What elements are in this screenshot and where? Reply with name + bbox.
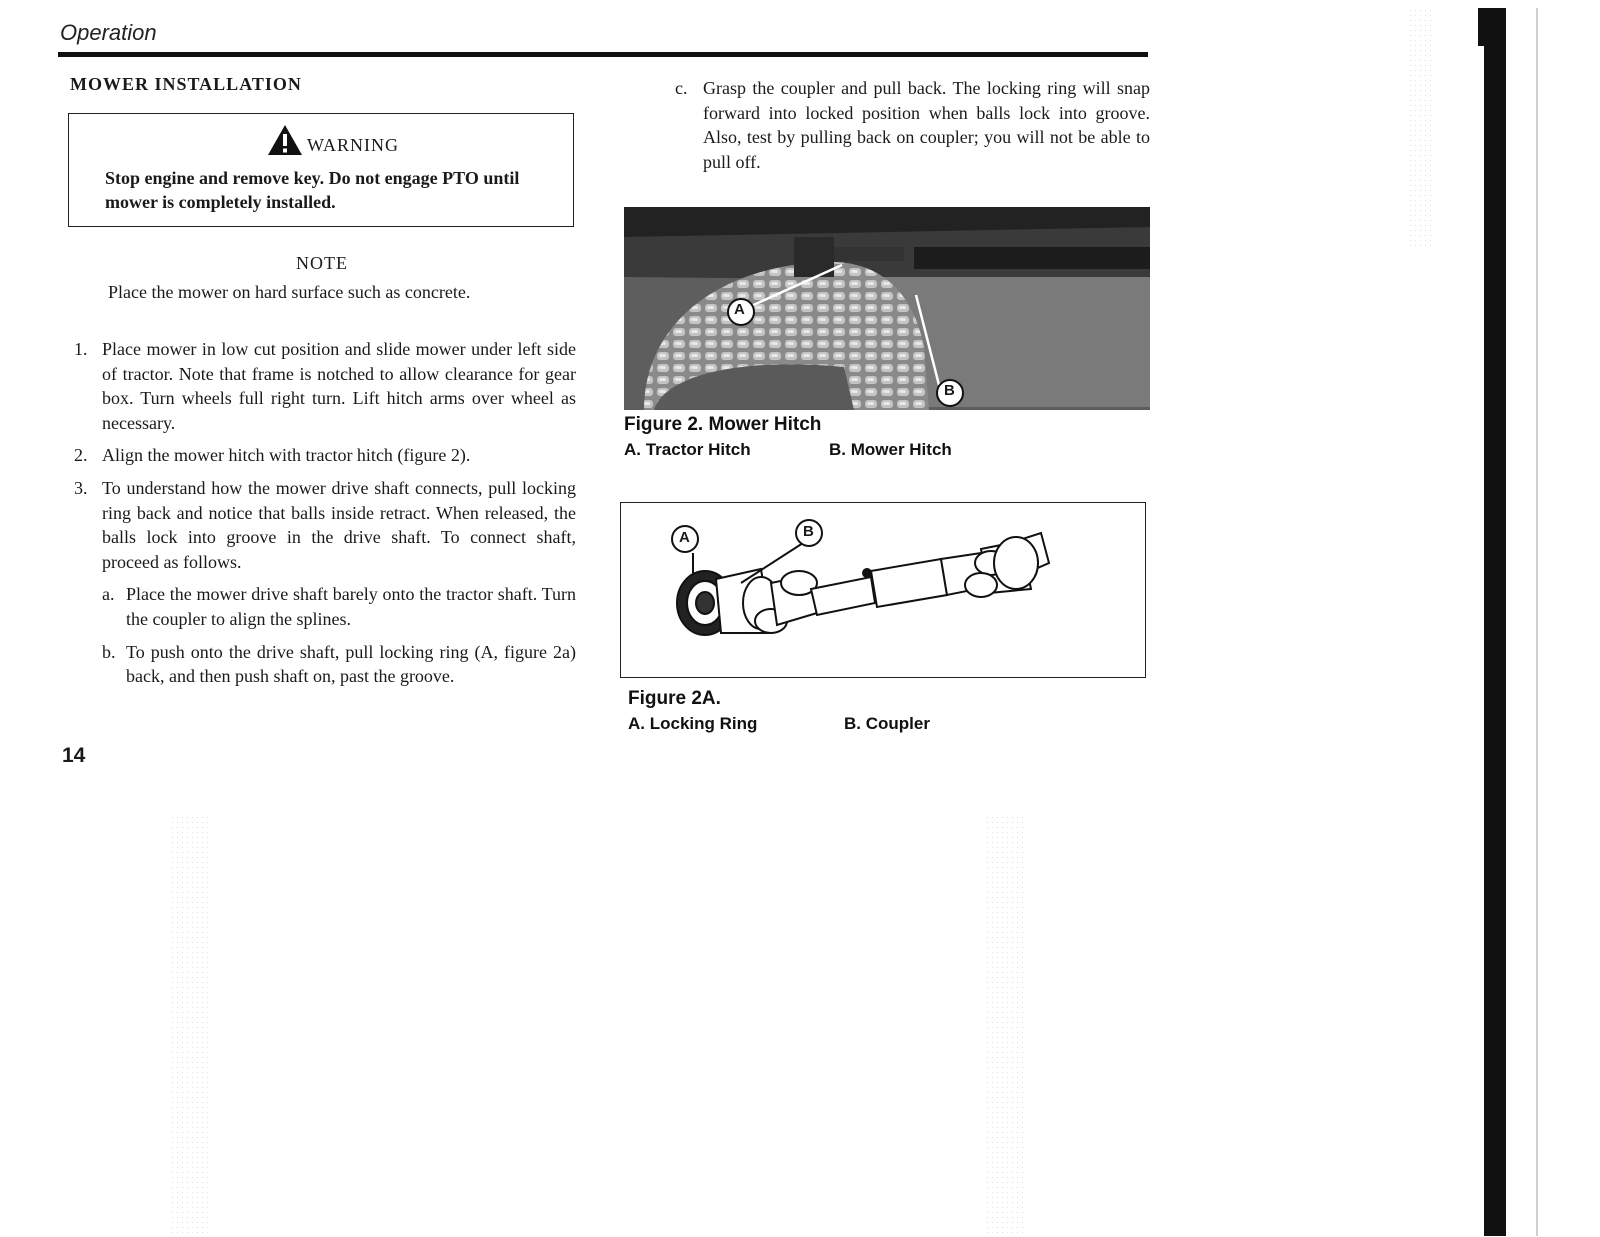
header-rule — [58, 52, 1148, 57]
warning-title: WARNING — [307, 135, 399, 155]
scan-texture-mid — [985, 815, 1025, 1235]
substep-letter: c. — [675, 78, 688, 98]
section-header: Operation — [60, 20, 157, 45]
scan-texture-left — [170, 815, 210, 1235]
figure-labels — [628, 714, 1108, 734]
step-text: Place mower in low cut position and slide mower under left side of tractor. Note that frame is notched to allow clearance for gear box. Turn wheels full right turn. Lift hitch arms over wheel as necessary. — [102, 339, 576, 433]
substep-letter: a. — [102, 584, 115, 605]
step-number: 1. — [74, 339, 88, 359]
step-number: 2. — [74, 445, 88, 466]
figure-2a-diagram — [620, 502, 1146, 678]
figure-title: Figure 2A. — [628, 688, 721, 709]
substep-b — [102, 640, 576, 689]
substep-text: To push onto the drive shaft, pull locking ring (A, figure 2a) back, and then push shaft on, past the groove. — [126, 641, 576, 687]
figure-labels — [624, 440, 1104, 460]
note-text: Place the mower on hard surface such as concrete. — [108, 282, 471, 302]
substep-a — [102, 582, 576, 631]
binding-edge — [1484, 8, 1506, 1236]
step-3 — [68, 476, 576, 574]
figure-label-a: A. Tractor Hitch — [624, 440, 751, 459]
callout-b-label: B — [944, 382, 955, 399]
figure-2a-caption — [628, 688, 1108, 734]
step-2 — [68, 443, 576, 468]
substep-c — [675, 76, 1150, 174]
warning-box — [68, 113, 574, 227]
page-edge-line — [1536, 8, 1538, 1236]
figure-label-b: B. Coupler — [844, 714, 930, 733]
figure-title: Figure 2. Mower Hitch — [624, 414, 822, 435]
step-number: 3. — [74, 477, 88, 498]
figure-label-b: B. Mower Hitch — [829, 440, 952, 459]
callout-b-label: B — [803, 523, 814, 540]
section-heading: MOWER INSTALLATION — [70, 74, 302, 94]
substep-text: Place the mower drive shaft barely onto the tractor shaft. Turn the coupler to align the splines. — [126, 584, 576, 629]
warning-header — [105, 124, 561, 156]
step-1 — [68, 337, 576, 435]
page-number: 14 — [62, 744, 86, 767]
callout-a-label: A — [734, 301, 745, 318]
warning-triangle-icon — [267, 124, 303, 156]
substep-text: Grasp the coupler and pull back. The locking ring will snap forward into locked position when balls lock into groove. Also, test by pulling back on coupler; you will not be able to pull off. — [703, 78, 1150, 172]
warning-text: Stop engine and remove key. Do not engage PTO until mower is completely installed. — [105, 168, 520, 212]
note-title: NOTE — [296, 253, 348, 273]
step-text: To understand how the mower drive shaft connects, pull locking ring back and notice that balls inside retract. When released, the balls lock into groove in the drive shaft. To connect shaft, proceed as follows. — [102, 477, 576, 572]
figure-label-a: A. Locking Ring — [628, 714, 758, 733]
figure-2-caption — [624, 414, 1104, 460]
left-column — [68, 70, 576, 697]
scan-texture-right — [1408, 8, 1434, 248]
right-column — [675, 76, 1150, 174]
step-text: Align the mower hitch with tractor hitch (figure 2). — [102, 445, 471, 466]
figure-2-photo — [624, 207, 1150, 410]
substep-letter: b. — [102, 641, 116, 662]
callout-a-label: A — [679, 529, 690, 546]
